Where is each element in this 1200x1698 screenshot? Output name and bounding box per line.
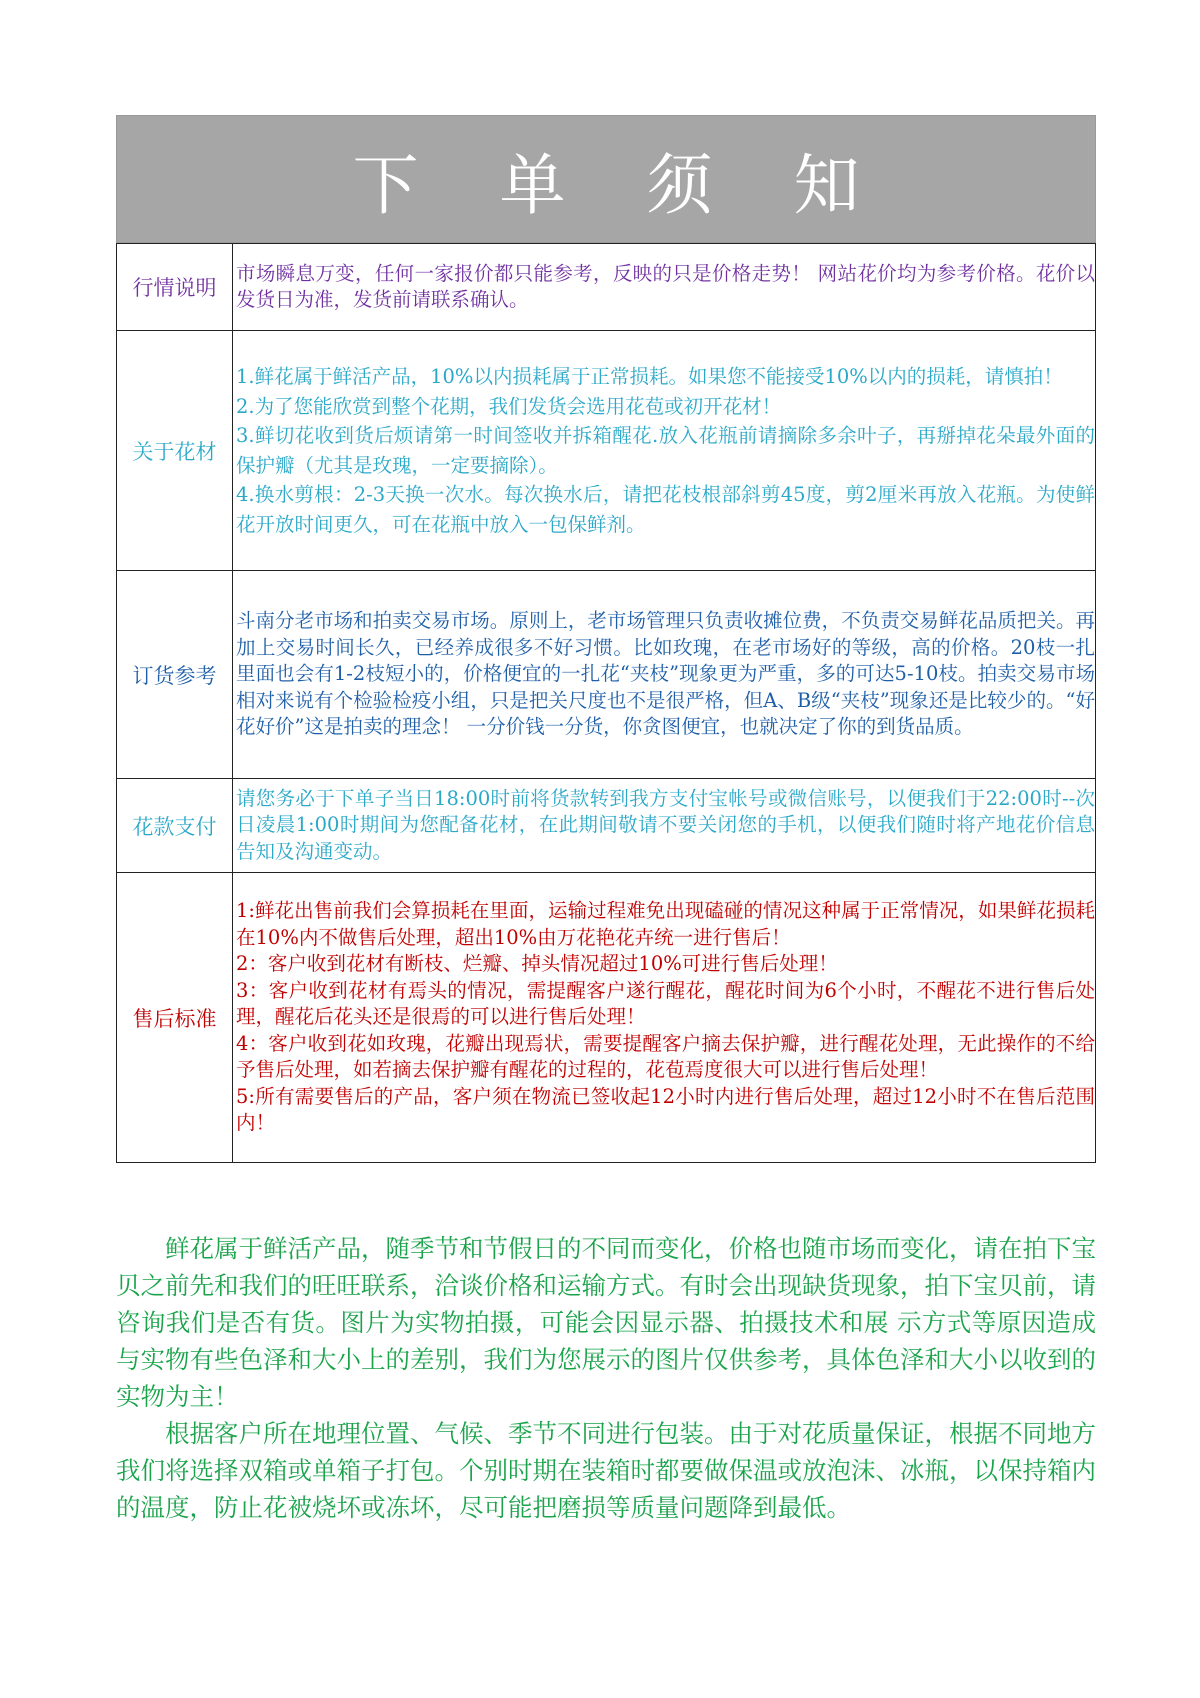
section-content-market [233, 244, 1096, 331]
section-label-ordering: 订货参考 [117, 571, 233, 779]
section-content-aftersale [233, 873, 1096, 1163]
order-notice-sheet [116, 115, 1096, 1163]
footer-paragraph: 鲜花属于鲜活产品，随季节和节假日的不同而变化，价格也随市场而变化，请在拍下宝贝之前先和我们的旺旺联系，洽谈价格和运输方式。有时会出现缺货现象，拍下宝贝前，请咨询我们是否有货。图片为实物拍摄，可能会因显示器、拍摄技术和展 示方式等原因造成与实物有些色泽和大小上的差别，我们为您展示的图片仅供参考，具体色泽和大小以收到的实物为主！ [116, 1234, 1096, 1411]
content-line: 4：客户收到花如玫瑰，花瓣出现焉状，需要提醒客户摘去保护瓣，进行醒花处理，无此操作的不给予售后处理，如若摘去保护瓣有醒花的过程的，花苞焉度很大可以进行售后处理！ [236, 1031, 1095, 1082]
notice-table [116, 243, 1096, 1163]
table-row-aftersale [117, 873, 1096, 1163]
table-row-payment [117, 779, 1096, 873]
content-line: 市场瞬息万变，任何一家报价都只能参考，反映的只是价格走势！ 网站花价均为参考价格。花价以发货日为准，发货前请联系确认。 [236, 261, 1095, 311]
content-line: 3.鲜切花收到货后烦请第一时间签收并拆箱醒花.放入花瓶前请摘除多余叶子，再掰掉花朵最外面的保护瓣（尤其是玫瑰，一定要摘除）。 [236, 424, 1095, 477]
section-content-payment [233, 779, 1096, 873]
table-row-market [117, 244, 1096, 331]
footer-notes [116, 1230, 1096, 1526]
section-content-flowers [233, 331, 1096, 571]
table-row-ordering [117, 571, 1096, 779]
content-line: 斗南分老市场和拍卖交易市场。原则上，老市场管理只负责收摊位费，不负责交易鲜花品质把关。再加上交易时间长久，已经养成很多不好习惯。比如玫瑰，在老市场好的等级，高的价格。20枝一扎里面也会有1-2枝短小的，价格便宜的一扎花“夹枝”现象更为严重，多的可达5-10枝。拍卖交易市场相对来说有个检验检疫小组，只是把关尺度也不是很严格，但A、B级“夹枝”现象还是比较少的。“好花好价”这是拍卖的理念！ 一分价钱一分货，你贪图便宜，也就决定了你的到货品质。 [236, 609, 1095, 739]
section-label-flowers: 关于花材 [117, 331, 233, 571]
content-line: 3：客户收到花材有焉头的情况，需提醒客户遂行醒花，醒花时间为6个小时，不醒花不进行售后处理，醒花后花头还是很焉的可以进行售后处理！ [236, 978, 1095, 1029]
content-line: 5:所有需要售后的产品，客户须在物流已签收起12小时内进行售后处理，超过12小时不在售后范围内！ [236, 1084, 1095, 1135]
footer-paragraph: 根据客户所在地理位置、气候、季节不同进行包装。由于对花质量保证，根据不同地方我们将选择双箱或单箱子打包。个别时期在装箱时都要做保温或放泡沫、冰瓶，以保持箱内的温度，防止花被烧坏或冻坏，尽可能把磨损等质量问题降到最低。 [116, 1419, 1096, 1522]
content-line: 4.换水剪根：2-3天换一次水。每次换水后，请把花枝根部斜剪45度，剪2厘米再放入花瓶。为使鲜花开放时间更久，可在花瓶中放入一包保鲜剂。 [236, 483, 1095, 536]
content-line: 1:鲜花出售前我们会算损耗在里面，运输过程难免出现磕碰的情况这种属于正常情况，如果鲜花损耗在10%内不做售后处理，超出10%由万花艳花卉统一进行售后！ [236, 899, 1095, 949]
section-content-ordering [233, 571, 1096, 779]
section-label-market: 行情说明 [117, 244, 233, 331]
page-title: 下 单 须 知 [116, 115, 1096, 243]
content-line: 1.鲜花属于鲜活产品，10%以内损耗属于正常损耗。如果您不能接受10%以内的损耗，请慎拍！ [236, 365, 1063, 388]
content-line: 2：客户收到花材有断枝、烂瓣、掉头情况超过10%可进行售后处理！ [236, 952, 838, 976]
section-label-aftersale: 售后标准 [117, 873, 233, 1163]
content-line: 2.为了您能欣赏到整个花期，我们发货会选用花苞或初开花材！ [236, 394, 782, 418]
content-line: 请您务必于下单子当日18:00时前将货款转到我方支付宝帐号或微信账号，以便我们于22:00时--次日凌晨1:00时期间为您配备花材，在此期间敬请不要关闭您的手机，以便我们随时将产地花价信息告知及沟通变动。 [236, 786, 1095, 863]
table-row-flowers [117, 331, 1096, 571]
section-label-payment: 花款支付 [117, 779, 233, 873]
